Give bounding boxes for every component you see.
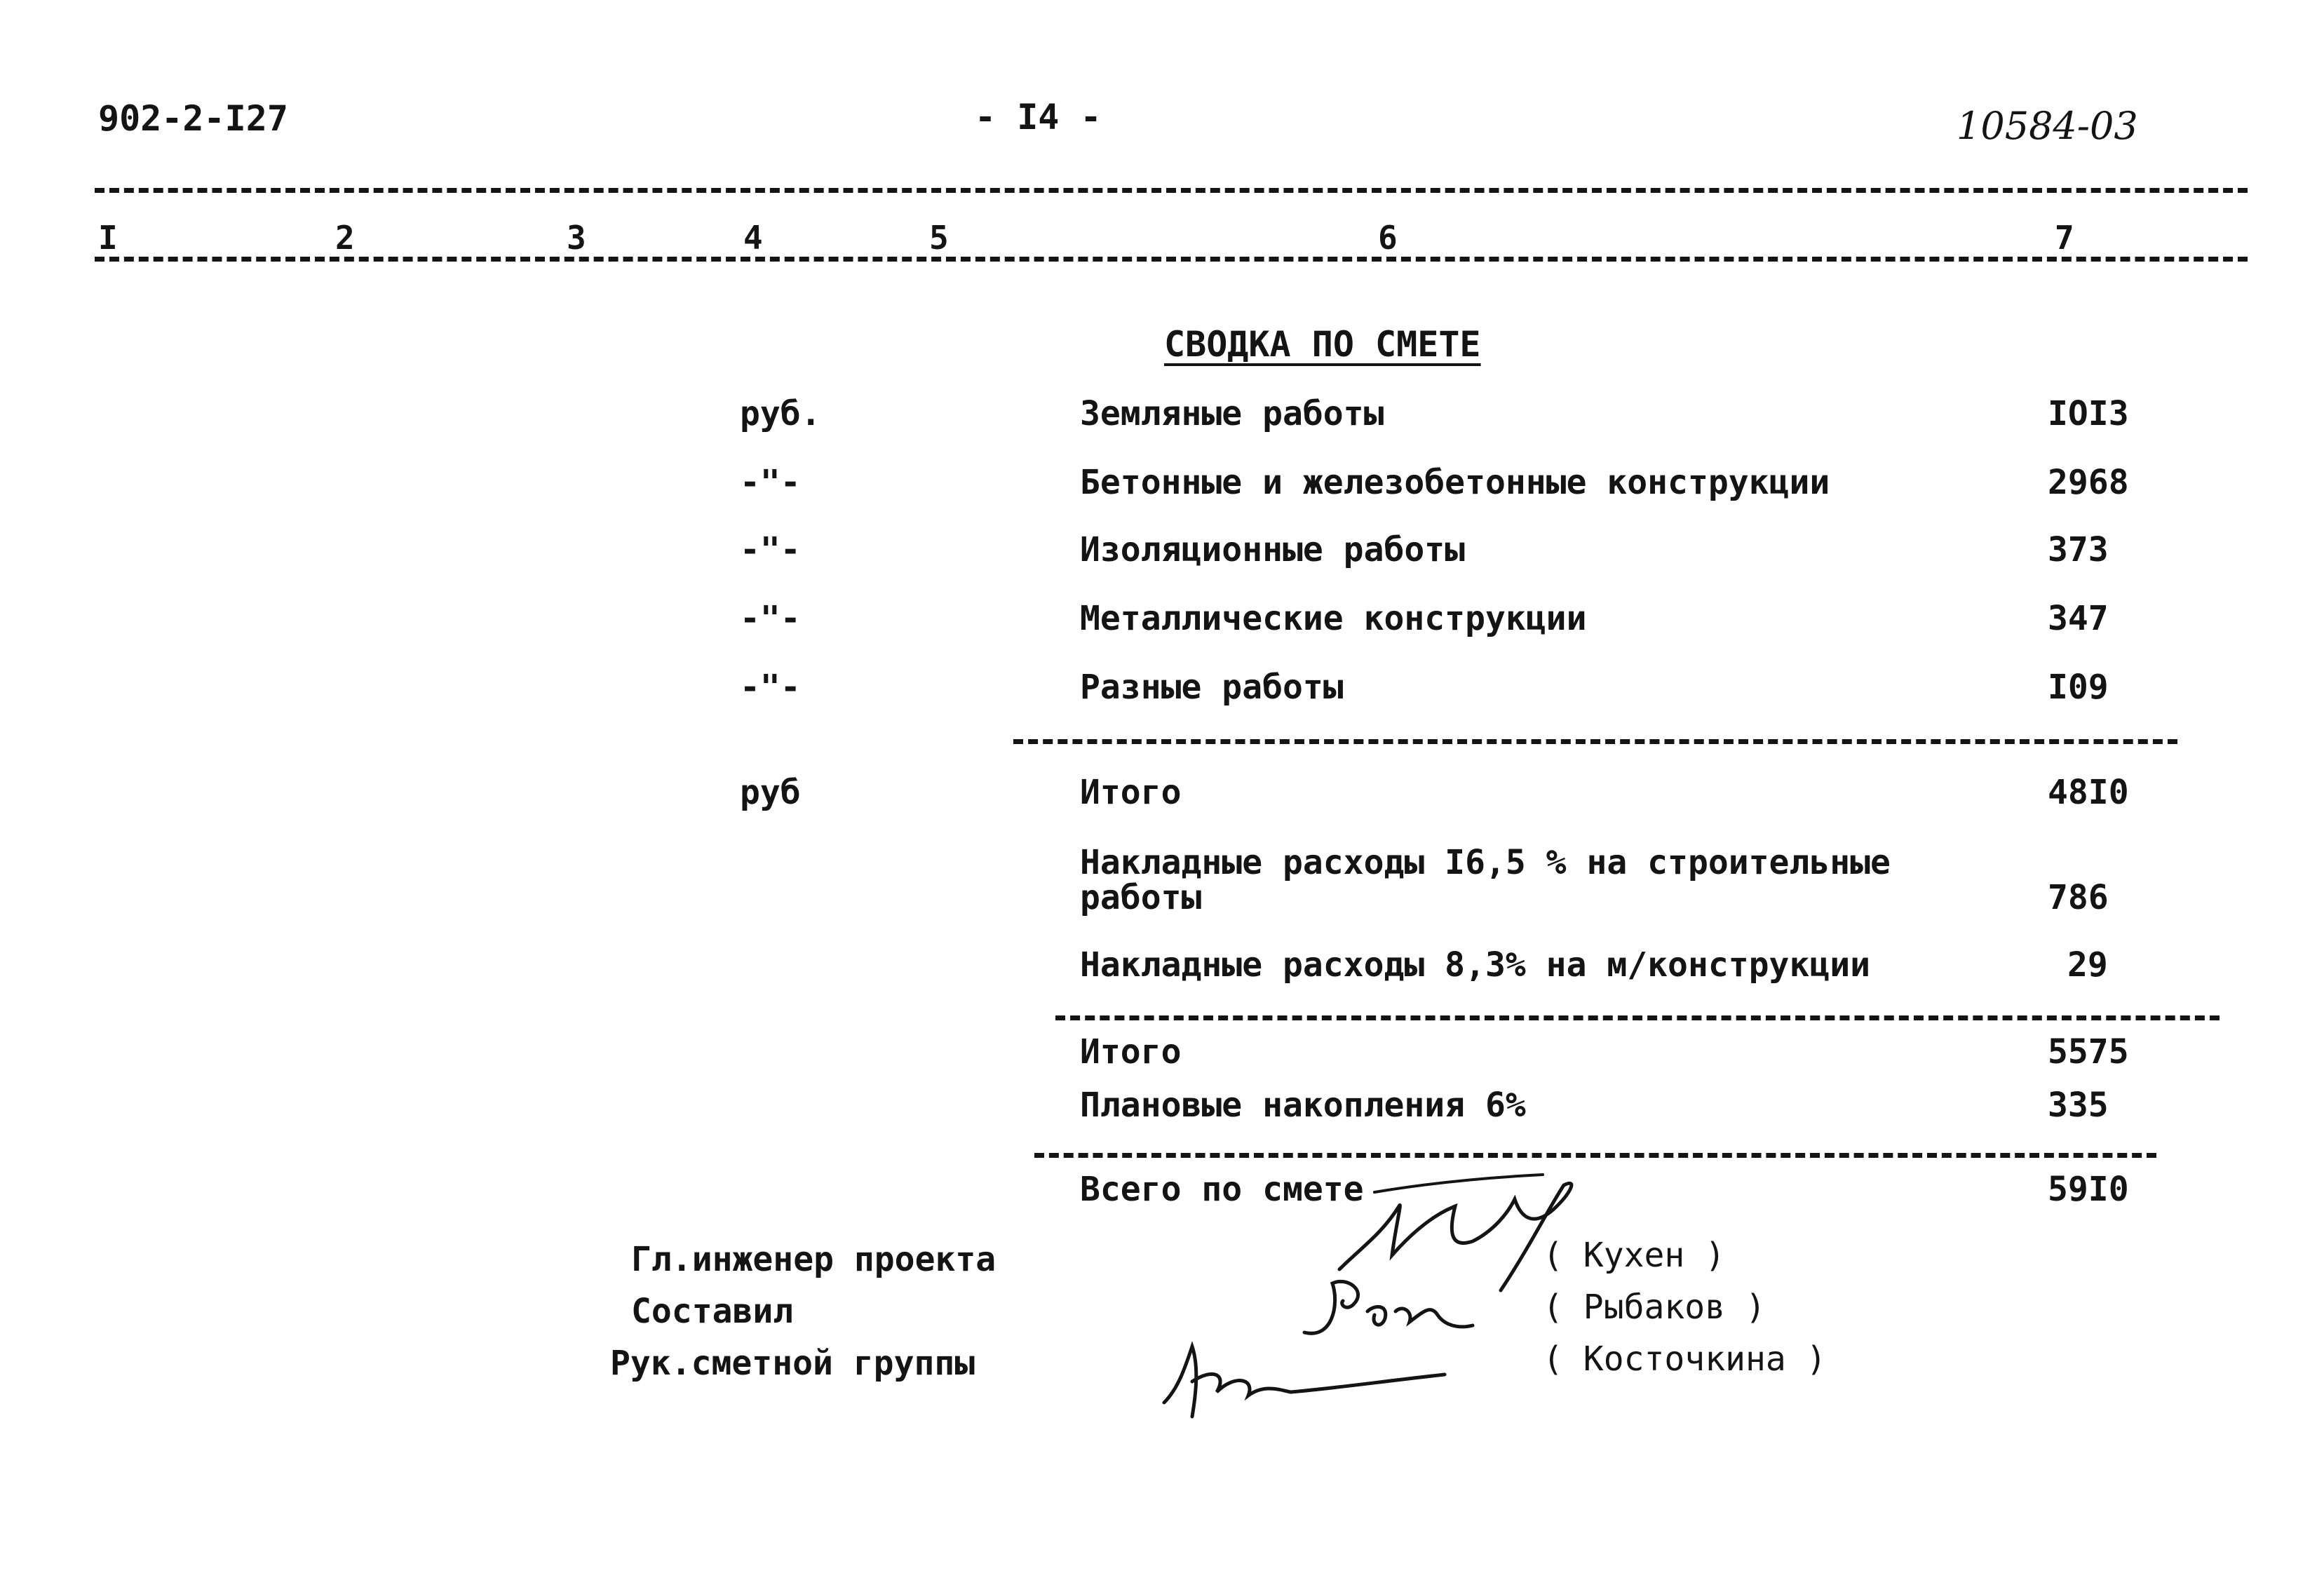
row-value: 347 [2048, 599, 2109, 638]
column-number: 2 [335, 219, 355, 257]
document-code: 902-2-I27 [98, 98, 288, 139]
overhead2-value: 29 [2067, 945, 2108, 985]
handwritten-signature-estimate-head [1150, 1325, 1459, 1438]
row-label: Бетонные и железобетонные конструкции [1080, 463, 1830, 502]
savings-value: 335 [2048, 1086, 2109, 1125]
total-divider [1034, 1153, 2156, 1158]
subtotal2-label: Итого [1080, 1032, 1182, 1072]
total-value: 59I0 [2048, 1170, 2129, 1209]
row-value: IOI3 [2048, 394, 2129, 433]
subtotal-unit: руб [740, 773, 801, 812]
savings-label: Плановые накопления 6% [1080, 1086, 1526, 1125]
summary-title: СВОДКА ПО СМЕТЕ [1164, 324, 1481, 365]
column-numbers-rule [95, 257, 2248, 262]
row-value: 373 [2048, 530, 2109, 569]
row-value: 2968 [2048, 463, 2129, 502]
column-number: 7 [2055, 219, 2074, 257]
overhead-label-line1: Накладные расходы I6,5 % на строительные [1080, 843, 1891, 882]
row-value: I09 [2048, 668, 2109, 707]
total-label: Всего по смете [1080, 1170, 1364, 1209]
row-label: Земляные работы [1080, 394, 1384, 433]
subtotal-divider [1013, 739, 2177, 744]
signature-role: Гл.инженер проекта [631, 1240, 997, 1279]
column-number: 6 [1378, 219, 1398, 257]
header-divider [95, 188, 2248, 193]
subtotal-value: 48I0 [2048, 773, 2129, 812]
column-number: I [98, 219, 118, 257]
overhead-label-line2: работы [1080, 878, 1202, 917]
overhead2-label: Накладные расходы 8,3% на м/конструкции [1080, 945, 1871, 985]
archive-number: 10584-03 [1957, 104, 2138, 148]
row-label: Изоляционные работы [1080, 530, 1466, 569]
subtotal-label: Итого [1080, 773, 1182, 812]
row-label: Разные работы [1080, 668, 1344, 707]
row-unit: -"- [740, 463, 801, 502]
row-unit: -"- [740, 668, 801, 707]
overhead-value: 786 [2048, 878, 2109, 917]
page-number: - I4 - [975, 97, 1102, 137]
column-number: 5 [929, 219, 949, 257]
row-label: Металлические конструкции [1080, 599, 1587, 638]
signature-name: ( Рыбаков ) [1543, 1288, 1766, 1327]
signature-name: ( Косточкина ) [1543, 1339, 1827, 1379]
signature-role: Рук.сметной группы [610, 1344, 975, 1383]
column-number: 3 [567, 219, 586, 257]
signature-role: Составил [631, 1292, 794, 1331]
subtotal2-divider [1055, 1015, 2220, 1020]
row-unit: -"- [740, 530, 801, 569]
row-unit: руб. [740, 394, 821, 433]
row-unit: -"- [740, 599, 801, 638]
subtotal2-value: 5575 [2048, 1032, 2129, 1072]
signature-name: ( Кухен ) [1543, 1236, 1726, 1275]
column-number: 4 [743, 219, 763, 257]
